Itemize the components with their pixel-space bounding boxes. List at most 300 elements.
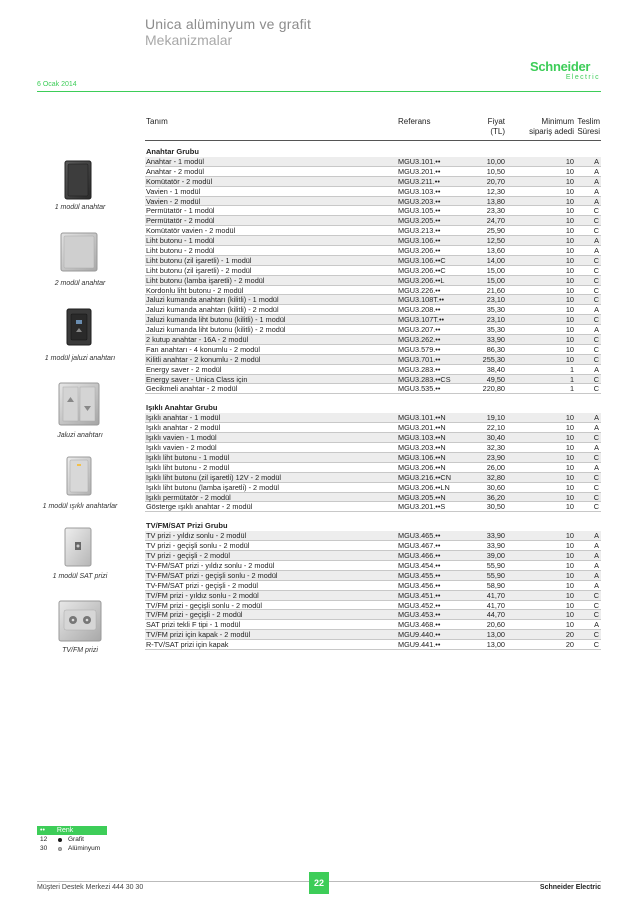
item-name: Işıklı vavien - 1 modül (146, 433, 217, 443)
item-name: Energy saver - Unica Class için (146, 374, 248, 384)
item-delivery: C (593, 374, 599, 384)
item-delivery: C (593, 482, 599, 492)
table-row (145, 236, 601, 246)
item-price: 41,70 (486, 590, 505, 600)
header-price-1: Fiyat (487, 117, 505, 126)
thumb-label-7: TV/FM prizi (62, 647, 98, 654)
item-reference: MGU3.579.•• (398, 344, 441, 354)
table-row (145, 413, 601, 423)
graphite-1-module-switch-icon (64, 160, 92, 200)
item-min-order: 10 (565, 531, 574, 541)
tv-fm-socket-icon (58, 600, 102, 642)
item-reference: MGU3.206.•• (398, 246, 441, 256)
item-min-order: 10 (565, 482, 574, 492)
item-reference: MGU3.101.•• (398, 157, 441, 166)
aluminium-2-module-switch-icon (60, 232, 98, 272)
item-delivery: C (593, 315, 599, 325)
item-price: 44,70 (486, 610, 505, 620)
item-min-order: 10 (565, 502, 574, 512)
item-min-order: 10 (565, 315, 574, 325)
item-name: Işıklı liht butonu (lamba işaretli) - 2 modül (146, 482, 280, 492)
item-min-order: 10 (565, 325, 574, 335)
section-gap (145, 512, 601, 518)
item-reference: MGU3.201.••N (398, 423, 446, 433)
table-row (145, 463, 601, 473)
item-reference: MGU3.107T.•• (398, 315, 445, 325)
item-price: 55,90 (486, 570, 505, 580)
item-price: 49,50 (486, 374, 505, 384)
item-delivery: A (594, 551, 599, 561)
item-price: 32,80 (486, 472, 505, 482)
item-delivery: A (594, 531, 599, 541)
item-reference: MGU3.103.•• (398, 186, 441, 196)
table-row (145, 640, 601, 650)
thumb-label-3: 1 modül jaluzi anahtarı (44, 355, 116, 362)
thumb-1-module-blind-switch (66, 308, 92, 351)
legend-name: Grafit (68, 836, 84, 843)
item-delivery: A (594, 186, 599, 196)
table-row (145, 630, 601, 640)
item-price: 55,90 (486, 560, 505, 570)
page-subtitle: Mekanizmalar (145, 32, 233, 48)
item-name: SAT prizi tekli F tipi - 1 modül (146, 620, 241, 630)
item-reference: MGU9.441.•• (398, 640, 441, 650)
item-min-order: 10 (565, 620, 574, 630)
item-reference: MGU3.103.••N (398, 433, 446, 443)
item-reference: MGU3.106.••C (398, 255, 446, 265)
item-price: 23,30 (486, 206, 505, 216)
thumb-label-4: Jaluzi anahtarı (57, 432, 103, 439)
item-min-order: 10 (565, 590, 574, 600)
table-row (145, 295, 601, 305)
item-price: 30,60 (486, 482, 505, 492)
table-row (145, 493, 601, 503)
item-delivery: A (594, 364, 599, 374)
item-reference: MGU3.203.•• (398, 196, 441, 206)
item-price: 13,00 (486, 640, 505, 650)
item-reference: MGU3.468.•• (398, 620, 441, 630)
item-min-order: 10 (565, 226, 574, 236)
table-row (145, 433, 601, 443)
aluminium-blind-switch-icon (58, 382, 100, 426)
header-del-1: Teslim (577, 117, 600, 126)
item-name: TV-FM/SAT prizi - geçişli sonlu - 2 modül (146, 570, 278, 580)
table-row (145, 325, 601, 335)
table-row (145, 276, 601, 286)
item-price: 23,10 (486, 315, 505, 325)
item-reference: MGU3.451.•• (398, 590, 441, 600)
item-min-order: 10 (565, 246, 574, 256)
item-reference: MGU3.101.••N (398, 413, 446, 423)
item-reference: MGU3.456.•• (398, 580, 441, 590)
item-reference: MGU3.205.•• (398, 216, 441, 226)
item-delivery: C (593, 206, 599, 216)
item-delivery: C (593, 492, 599, 502)
item-delivery: C (593, 433, 599, 443)
item-name: Işıklı liht butonu - 2 modül (146, 462, 230, 472)
item-min-order: 10 (565, 344, 574, 354)
item-reference: MGU3.207.•• (398, 325, 441, 335)
item-reference: MGU3.206.••N (398, 462, 446, 472)
item-reference: MGU3.454.•• (398, 560, 441, 570)
schneider-logo (530, 60, 602, 90)
table-row (145, 591, 601, 601)
item-min-order: 1 (569, 384, 574, 394)
item-min-order: 10 (565, 472, 574, 482)
item-reference: MGU3.213.•• (398, 226, 441, 236)
table-row (145, 601, 601, 611)
item-price: 32,30 (486, 443, 505, 453)
item-min-order: 20 (565, 640, 574, 650)
item-reference: MGU3.283.••CS (398, 374, 451, 384)
item-min-order: 1 (569, 374, 574, 384)
page-number: 22 (309, 872, 329, 894)
item-delivery: C (593, 354, 599, 364)
item-price: 23,10 (486, 295, 505, 305)
item-delivery: A (594, 620, 599, 630)
item-name: Permütatör - 2 modül (146, 216, 215, 226)
item-name: Liht butonu (zil işaretli) - 1 modül (146, 255, 252, 265)
item-delivery: C (593, 265, 599, 275)
item-delivery: C (593, 216, 599, 226)
table-row (145, 256, 601, 266)
item-price: 30,40 (486, 433, 505, 443)
item-name: Vavien - 1 modül (146, 186, 201, 196)
table-row (145, 187, 601, 197)
item-min-order: 10 (565, 580, 574, 590)
item-delivery: C (593, 502, 599, 512)
thumb-sat-socket (64, 527, 92, 572)
item-min-order: 10 (565, 186, 574, 196)
item-price: 35,30 (486, 305, 505, 315)
table-row (145, 206, 601, 216)
item-min-order: 10 (565, 443, 574, 453)
item-name: Energy saver - 2 modül (146, 364, 222, 374)
item-name: Liht butonu (zil işaretli) - 2 modül (146, 265, 252, 275)
item-min-order: 10 (565, 610, 574, 620)
table-row (145, 551, 601, 561)
legend-symbol: •• (40, 827, 45, 834)
item-delivery: C (593, 344, 599, 354)
item-name: Permütatör - 1 modül (146, 206, 215, 216)
item-min-order: 10 (565, 166, 574, 176)
item-name: Anahtar - 2 modül (146, 166, 205, 176)
item-delivery: A (594, 176, 599, 186)
table-row (145, 423, 601, 433)
item-delivery: A (594, 236, 599, 246)
item-min-order: 10 (565, 275, 574, 285)
table-row (145, 453, 601, 463)
table-row (145, 246, 601, 256)
item-delivery: A (594, 423, 599, 433)
item-name: Işıklı liht butonu (zil işaretli) 12V - 2 modül (146, 472, 282, 482)
table-row (145, 157, 601, 167)
graphite-dot-icon (58, 838, 62, 842)
table-row (145, 345, 601, 355)
item-reference: MGU3.262.•• (398, 335, 441, 345)
table-row (145, 305, 601, 315)
item-name: Kordonlu liht butonu - 2 modül (146, 285, 244, 295)
item-reference: MGU3.108T.•• (398, 295, 445, 305)
item-name: Gecikmeli anahtar - 2 modül (146, 384, 238, 394)
thumb-tv-fm-socket (58, 600, 102, 647)
item-reference: MGU3.466.•• (398, 551, 441, 561)
item-reference: MGU3.208.•• (398, 305, 441, 315)
item-reference: MGU3.467.•• (398, 541, 441, 551)
table-row (145, 216, 601, 226)
header-min-2: sipariş adedi (529, 127, 574, 136)
item-price: 36,20 (486, 492, 505, 502)
item-min-order: 10 (565, 354, 574, 364)
thumb-label-5: 1 modül ışıklı anahtarlar (42, 503, 118, 510)
item-name: TV-FM/SAT prizi - yıldız sonlu - 2 modül (146, 560, 275, 570)
item-min-order: 10 (565, 492, 574, 502)
item-min-order: 10 (565, 305, 574, 315)
item-reference: MGU3.106.••N (398, 452, 446, 462)
thumb-blind-switch (58, 382, 100, 431)
logo-sub-text: Electric (565, 74, 600, 81)
table-row (145, 443, 601, 453)
item-delivery: C (593, 452, 599, 462)
item-price: 12,30 (486, 186, 505, 196)
item-name: Vavien - 2 modül (146, 196, 201, 206)
table-row (145, 571, 601, 581)
item-min-order: 10 (565, 452, 574, 462)
item-reference: MGU3.283.•• (398, 364, 441, 374)
table-row (145, 473, 601, 483)
item-reference: MGU3.105.•• (398, 206, 441, 216)
item-name: TV/FM prizi - yıldız sonlu - 2 modül (146, 590, 259, 600)
item-price: 30,50 (486, 502, 505, 512)
item-reference: MGU3.216.••CN (398, 472, 451, 482)
header-rule (145, 140, 601, 141)
thumb-label-2: 2 modül anahtar (54, 280, 106, 287)
support-phone: Müşteri Destek Merkezi 444 30 30 (37, 884, 144, 891)
item-delivery: A (594, 541, 599, 551)
item-price: 23,90 (486, 452, 505, 462)
item-name: Liht butonu - 2 modül (146, 246, 215, 256)
item-price: 35,30 (486, 325, 505, 335)
table-row (145, 384, 601, 394)
item-price: 33,90 (486, 335, 505, 345)
item-name: Işıklı liht butonu - 1 modül (146, 452, 230, 462)
item-delivery: C (593, 472, 599, 482)
item-delivery: A (594, 570, 599, 580)
item-price: 15,00 (486, 265, 505, 275)
item-delivery: A (594, 462, 599, 472)
item-price: 33,90 (486, 531, 505, 541)
item-name: TV prizi - geçişli - 2 modül (146, 551, 230, 561)
table-row (145, 197, 601, 207)
legend-code: 12 (40, 836, 48, 843)
item-price: 22,10 (486, 423, 505, 433)
item-min-order: 10 (565, 433, 574, 443)
item-name: Liht butonu - 1 modül (146, 236, 215, 246)
section-title: Anahtar Grubu (146, 147, 199, 156)
header-price-2: (TL) (490, 127, 505, 136)
item-price: 15,00 (486, 275, 505, 285)
item-name: Işıklı vavien - 2 modül (146, 443, 217, 453)
item-min-order: 10 (565, 295, 574, 305)
item-name: R-TV/SAT prizi için kapak (146, 640, 229, 650)
item-delivery: A (594, 246, 599, 256)
item-name: Komütatör - 2 modül (146, 176, 213, 186)
item-delivery: A (594, 166, 599, 176)
item-min-order: 10 (565, 423, 574, 433)
item-name: Işıklı anahtar - 1 modül (146, 413, 221, 423)
table-row (145, 483, 601, 493)
item-delivery: C (593, 640, 599, 650)
item-delivery: A (594, 157, 599, 166)
table-row (145, 561, 601, 571)
table-row (145, 266, 601, 276)
item-price: 26,00 (486, 462, 505, 472)
item-price: 13,00 (486, 630, 505, 640)
item-price: 255,30 (482, 354, 505, 364)
table-row (145, 541, 601, 551)
item-delivery: C (593, 610, 599, 620)
item-min-order: 10 (565, 265, 574, 275)
item-price: 19,10 (486, 413, 505, 423)
item-price: 13,60 (486, 246, 505, 256)
item-price: 20,70 (486, 176, 505, 186)
item-reference: MGU3.465.•• (398, 531, 441, 541)
item-min-order: 10 (565, 255, 574, 265)
item-name: Gösterge ışıklı anahtar - 2 modül (146, 502, 253, 512)
legend-name: Alüminyum (68, 845, 101, 852)
item-price: 10,00 (486, 157, 505, 166)
thumb-1-module-switch (64, 160, 92, 205)
page-title: Unica alüminyum ve grafit (145, 16, 312, 32)
item-price: 220,80 (482, 384, 505, 394)
item-reference: MGU3.701.•• (398, 354, 441, 364)
legend-code: 30 (40, 845, 48, 852)
item-reference: MGU3.452.•• (398, 600, 441, 610)
item-delivery: A (594, 560, 599, 570)
item-min-order: 10 (565, 551, 574, 561)
item-name: Anahtar - 1 modül (146, 157, 205, 166)
legend-title: Renk (56, 827, 74, 834)
header-del-2: Süresi (577, 127, 600, 136)
table-row (145, 365, 601, 375)
item-delivery: A (594, 413, 599, 423)
item-min-order: 10 (565, 236, 574, 246)
item-price: 86,30 (486, 344, 505, 354)
item-min-order: 10 (565, 285, 574, 295)
item-reference: MGU3.226.•• (398, 285, 441, 295)
item-delivery: C (593, 226, 599, 236)
item-min-order: 20 (565, 630, 574, 640)
illuminated-switch-icon (66, 456, 92, 496)
item-name: TV prizi - geçişli sonlu - 2 modül (146, 541, 250, 551)
footer-brand: Schneider Electric (539, 884, 601, 891)
item-delivery: C (593, 384, 599, 394)
item-reference: MGU3.206.••L (398, 275, 445, 285)
header-name: Tanım (146, 117, 168, 126)
item-min-order: 10 (565, 600, 574, 610)
item-delivery: A (594, 580, 599, 590)
item-name: Jaluzi kumanda anahtarı (kilitli) - 1 modül (146, 295, 279, 305)
section-gap (145, 394, 601, 400)
item-min-order: 10 (565, 413, 574, 423)
aluminium-dot-icon (58, 847, 62, 851)
item-name: Jaluzi kumanda liht butonu (kilitli) - 2 modül (146, 325, 286, 335)
sat-socket-icon (64, 527, 92, 567)
legend-header (37, 826, 107, 835)
item-price: 24,70 (486, 216, 505, 226)
item-min-order: 10 (565, 206, 574, 216)
section-title: TV/FM/SAT Prizi Grubu (146, 521, 228, 531)
thumb-illuminated-switch (66, 456, 92, 501)
header-divider (37, 91, 601, 92)
legend-row-aluminium (37, 844, 107, 853)
header-ref: Referans (398, 117, 431, 126)
item-name: Jaluzi kumanda anahtarı (kilitli) - 2 modül (146, 305, 279, 315)
item-price: 41,70 (486, 600, 505, 610)
item-price: 33,90 (486, 541, 505, 551)
thumb-label-1: 1 modül anahtar (54, 204, 106, 211)
item-name: Liht butonu (lamba işaretli) - 2 modül (146, 275, 265, 285)
item-name: Komütatör vavien - 2 modül (146, 226, 236, 236)
item-reference: MGU3.535.•• (398, 384, 441, 394)
item-name: Işıklı permütatör - 2 modül (146, 492, 231, 502)
table-header (145, 117, 601, 139)
item-min-order: 10 (565, 157, 574, 166)
item-min-order: 10 (565, 196, 574, 206)
item-name: Jaluzi kumanda liht butonu (kilitli) - 1 modül (146, 315, 286, 325)
item-reference: MGU3.203.••N (398, 443, 446, 453)
item-name: Fan anahtarı - 4 konumlu - 2 modül (146, 344, 260, 354)
item-reference: MGU3.206.••LN (398, 482, 450, 492)
item-min-order: 10 (565, 216, 574, 226)
header-min-1: Minimum (541, 117, 574, 126)
item-name: TV/FM prizi - geçişli - 2 modül (146, 610, 243, 620)
table-row (145, 375, 601, 385)
legend-row-graphite (37, 835, 107, 844)
table-row (145, 502, 601, 512)
thumb-2-module-switch (60, 232, 98, 277)
logo-main-text: Schneider (530, 59, 591, 74)
table-row (145, 531, 601, 541)
item-min-order: 10 (565, 541, 574, 551)
price-table (145, 144, 601, 650)
item-reference: MGU3.206.••C (398, 265, 446, 275)
table-row (145, 167, 601, 177)
item-reference: MGU9.440.•• (398, 630, 441, 640)
item-delivery: C (593, 255, 599, 265)
item-delivery: C (593, 295, 599, 305)
item-reference: MGU3.455.•• (398, 570, 441, 580)
item-name: TV-FM/SAT prizi - geçişli - 2 modül (146, 580, 259, 590)
item-price: 13,80 (486, 196, 505, 206)
table-row (145, 610, 601, 620)
item-reference: MGU3.201.••S (398, 502, 446, 512)
item-price: 12,50 (486, 236, 505, 246)
table-row (145, 335, 601, 345)
item-delivery: C (593, 285, 599, 295)
item-reference: MGU3.211.•• (398, 176, 440, 186)
item-reference: MGU3.106.•• (398, 236, 441, 246)
item-reference: MGU3.201.•• (398, 166, 441, 176)
item-price: 20,60 (486, 620, 505, 630)
item-min-order: 1 (569, 364, 574, 374)
item-delivery: C (593, 275, 599, 285)
item-price: 14,00 (486, 255, 505, 265)
item-price: 21,60 (486, 285, 505, 295)
section-title: Işıklı Anahtar Grubu (146, 403, 218, 413)
item-name: Işıklı anahtar - 2 modül (146, 423, 221, 433)
item-min-order: 10 (565, 462, 574, 472)
